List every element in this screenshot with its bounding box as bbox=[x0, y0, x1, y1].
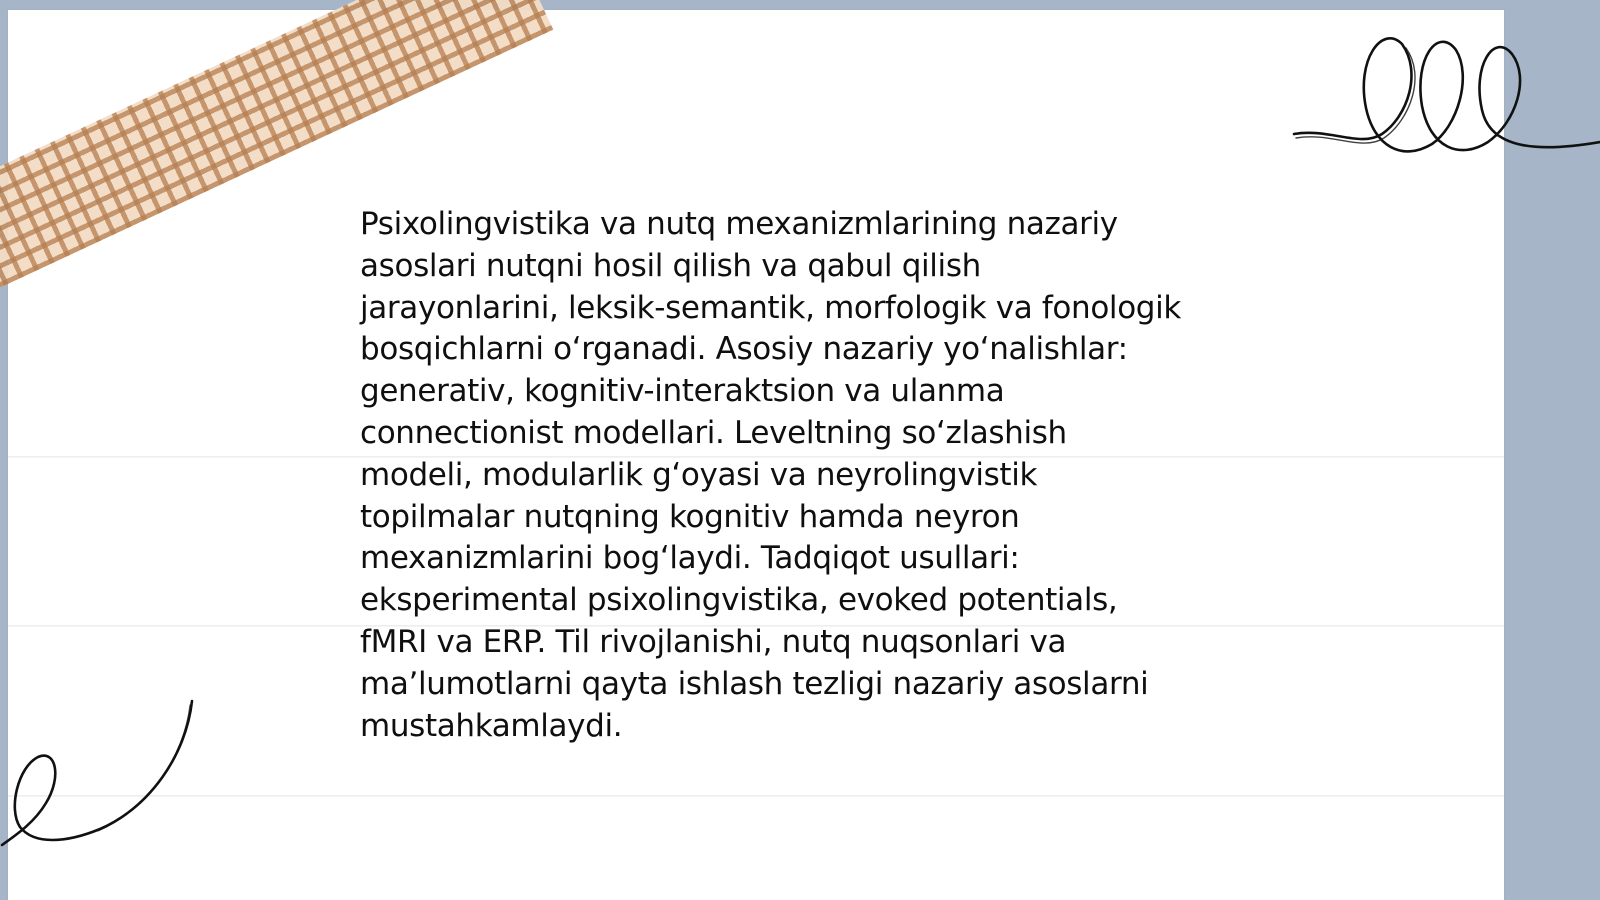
body-line: generativ, kognitiv-interaktsion va ulanma bbox=[360, 373, 1005, 410]
body-line: topilmalar nutqning kognitiv hamda neyron bbox=[360, 498, 1020, 535]
body-paragraph bbox=[360, 204, 1260, 747]
swirl-squiggle-icon bbox=[0, 695, 200, 855]
body-line: mustahkamlaydi. bbox=[360, 707, 623, 744]
body-line: eksperimental psixolingvistika, evoked potentials, bbox=[360, 582, 1118, 619]
body-line: bosqichlarni oʻrganadi. Asosiy nazariy yoʻnalishlar: bbox=[360, 331, 1128, 368]
body-line: Psixolingvistika va nutq mexanizmlarining nazariy bbox=[360, 206, 1118, 242]
body-line: maʼlumotlarni qayta ishlash tezligi nazariy asoslarni bbox=[360, 665, 1149, 702]
body-line: fMRI va ERP. Til rivojlanishi, nutq nuqsonlari va bbox=[360, 623, 1067, 660]
loop-squiggle-icon bbox=[1290, 30, 1600, 170]
body-line: modeli, modularlik gʻoyasi va neyrolingvistik bbox=[360, 456, 1038, 493]
body-line: mexanizmlarini bogʻlaydi. Tadqiqot usullari: bbox=[360, 540, 1020, 577]
body-line: connectionist modellari. Leveltning soʻzlashish bbox=[360, 414, 1067, 451]
body-line: asoslari nutqni hosil qilish va qabul qilish bbox=[360, 247, 981, 284]
paper-fold-line bbox=[8, 795, 1504, 797]
body-line: jarayonlarini, leksik-semantik, morfologik va fonologik bbox=[360, 289, 1182, 326]
